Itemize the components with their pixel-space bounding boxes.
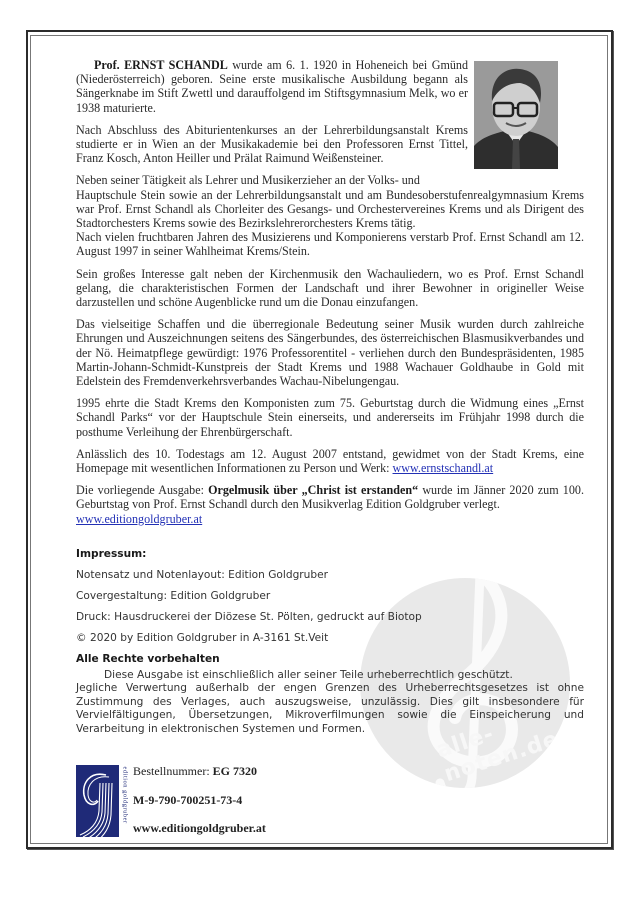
website-row [133, 821, 266, 836]
bio-paragraph-honors: Das vielseitige Schaffen und die überregionale Bedeutung seiner Musik wurden durch zahlreiche Ehrungen und Auszeichnungen seitens des Sängerbundes, des österreichischen Blasmusikverbandes und der Nö. Heimatpflege gewürdigt: 1976 Professorentitel - verliehen durch den Bundespräsidenten, 1985 Martin-Johann-Schmidt-Kunstpreis der Stadt Krems und 1988 Wachauer Goldhaube in Gold mit Edelstein des Fremdenverkehrsverbandes Wachau-Nibelungengau. [76, 317, 584, 389]
bio-paragraph-interests: Sein großes Interesse galt neben der Kirchenmusik den Wachauliedern, wo es Prof. Ernst Schandl gelang, die charakteristischen Formen der Landschaft und ihrer Bewohner in origineller Weise darzustellen und schöne Augenblicke rund um die Donau einzufangen. [76, 266, 584, 310]
edition-suffix: wurde im Jänner 2020 zum 100. Geburtstag von Prof. Ernst Schandl durch den Musikverlag Edition Goldgruber verlegt. [76, 483, 584, 512]
rights-rest: Jegliche Verwertung außerhalb der engen Grenzen des Urheberrechtsgesetzes ist ohne Zustimmung des Verlages, auch auszugsweise, unzulässig. Dies gilt insbesondere für Vervielfältigungen, Übersetzungen, Mikroverfilmungen sowie die Einspeicherung und Verarbeitung in elektronischen Systemen und Formen. [76, 682, 584, 735]
logo-brand-text: edition goldgruber [121, 766, 129, 824]
bio-paragraph-intro [76, 58, 468, 115]
bio-paragraph-career [76, 173, 584, 230]
rights-heading: Alle Rechte vorbehalten [76, 653, 220, 665]
bio-paragraph-death: Nach vielen fruchtbaren Jahren des Musizierens und Komponierens verstarb Prof. Ernst Schandl am 12. August 1997 in seiner Wahlheimat Krems/Stein. [76, 230, 584, 259]
bio-career-rest: Hauptschule Stein sowie an der Lehrerbildungsanstalt und am Bundesoberstufenrealgymnasium Krems war Prof. Ernst Schandl als Chorleiter des Gesangs- und Orchestervereines Krems und als Dirigent des Stadtorchesters Krems sowie des Bezirkslehrerorchesters Krems tätig. [76, 187, 584, 231]
biography [76, 58, 584, 534]
publisher-link[interactable]: www.editiongoldgruber.at [76, 511, 203, 526]
impressum-heading: Impressum: [76, 548, 147, 560]
edition-title: Orgelmusik über „Christ ist erstanden“ [208, 483, 419, 498]
watermark-text: alle-noten.de [433, 721, 563, 788]
bio-paragraph-park: 1995 ehrte die Stadt Krems den Komponisten zum 75. Geburtstag durch die Widmung eines „Ernst Schandl Parks“ vor der Hauptschule Stein einerseits, und andererseits im Frühjahr 1998 durch die posthume Verleihung der Ehrenbürgerschaft. [76, 396, 584, 439]
bio-career-first-line: Neben seiner Tätigkeit als Lehrer und Musikerzieher an der Volks- und [76, 173, 420, 188]
composer-name: Prof. ERNST SCHANDL [94, 58, 228, 72]
bio-paragraph-edition [76, 483, 584, 526]
bio-paragraph-education: Nach Abschluss des Abiturientenkurses an der Lehrerbildungsanstalt Krems studierte er in Wien an der Musikakademie bei den Professoren Ernst Tittel, Franz Kosch, Anton Heiller und Prälat Raimund Weißensteiner. [76, 122, 468, 166]
order-number-row [133, 764, 257, 779]
edition-prefix: Die vorliegende Ausgabe: [76, 483, 209, 498]
homepage-link[interactable]: www.ernstschandl.at [392, 461, 494, 476]
edition-goldgruber-logo [76, 765, 119, 837]
order-number: EG 7320 [212, 764, 257, 778]
bio-intro-text: wurde am 6. 1. 1920 in Hoheneich bei Gmünd (Niederösterreich) geboren. Seine erste musikalische Ausbildung begann als Sängerknabe im Stift Zwettl und darauffolgend im Stiftsgymnasium Melk, wo er 1938 maturierte. [76, 58, 468, 115]
impressum [76, 547, 584, 736]
impressum-line-print: Druck: Hausdruckerei der Diözese St. Pölten, gedruckt auf Biotop [76, 611, 422, 623]
logo-g-icon [76, 765, 119, 837]
order-label: Bestellnummer: [133, 764, 213, 778]
rights-text [76, 669, 584, 736]
impressum-line-typesetting: Notensatz und Notenlayout: Edition Goldgruber [76, 569, 328, 581]
ismn-number: M-9-790-700251-73-4 [133, 793, 243, 807]
publisher-website: www.editiongoldgruber.at [133, 821, 266, 835]
impressum-line-copyright: © 2020 by Edition Goldgruber in A-3161 St.Veit [76, 632, 329, 644]
rights-first-line: Diese Ausgabe ist einschließlich aller seiner Teile urheberrechtlich geschützt. [104, 669, 513, 681]
logo-vertical-text [119, 765, 129, 837]
impressum-line-cover: Covergestaltung: Edition Goldgruber [76, 590, 271, 602]
homepage-text: Anlässlich des 10. Todestags am 12. August 2007 entstand, gewidmet von der Stadt Krems, eine Homepage mit wesentlichen Informationen zu Person und Werk: [76, 446, 584, 476]
bio-paragraph-homepage [76, 447, 584, 475]
ismn-row [133, 793, 242, 808]
